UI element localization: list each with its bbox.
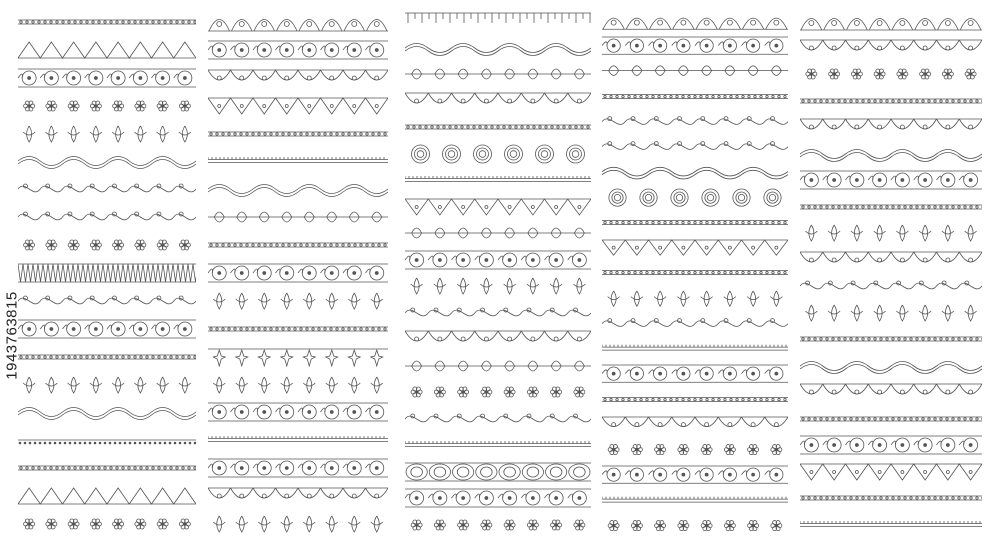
ornament-border-leaf-row (405, 356, 591, 376)
ornament-border-double-line (208, 430, 388, 450)
ornament-border-floral-band (18, 319, 196, 339)
ornament-border-lace-line (800, 91, 982, 111)
ornament-border-wave-scallop (18, 151, 196, 171)
ornament-border-floral-band (208, 263, 388, 283)
ornament-border-scallop-drop (602, 415, 788, 434)
ornament-border-floral-band (602, 364, 788, 383)
ornament-border-rosette-row (405, 515, 591, 535)
ornament-border-lace-line (18, 347, 196, 367)
ornament-border-arch-flower (208, 12, 388, 32)
ornament-border-wave-scallop (602, 162, 788, 181)
ornament-border-lace-line (800, 488, 982, 508)
ornament-border-zigzag-scallop (18, 40, 196, 60)
ornament-border-scallop-drop (208, 486, 388, 506)
ornament-border-rosette-row (602, 440, 788, 459)
border-column-2 (208, 8, 388, 538)
ornament-border-fleur-row (405, 276, 591, 296)
ornament-border-triangle-lace (602, 238, 788, 257)
border-column-3 (405, 8, 591, 538)
ornament-border-floral-band (208, 402, 388, 422)
ornament-border-fleur-row (18, 124, 196, 144)
ornament-border-double-line (208, 151, 388, 171)
ornament-border-oval-arch (405, 462, 591, 482)
ornament-border-triangle-lace (405, 197, 591, 217)
ornament-border-floral-band (602, 465, 788, 484)
ornament-border-scallop-drop (800, 117, 982, 137)
ornament-border-fleur-row (18, 375, 196, 395)
ornament-border-floral-band (18, 68, 196, 88)
ornament-border-scallop-drop (405, 329, 591, 349)
ornament-border-lace-line (800, 197, 982, 217)
border-column-5 (800, 8, 982, 538)
ornament-border-wave-scallop (18, 402, 196, 422)
ornament-border-wave-scallop (800, 356, 982, 376)
ornament-border-lace-line (602, 213, 788, 232)
ornament-border-scallop-drop (208, 68, 388, 88)
ornament-border-lace-line (405, 117, 591, 137)
ornament-border-floral-band (405, 250, 591, 270)
ornament-border-double-line (405, 170, 591, 190)
ornament-border-floral-band (800, 170, 982, 190)
ornament-border-leaf-row (405, 64, 591, 84)
ornament-border-scallop-drop (800, 38, 982, 58)
ornament-border-leaf-vine (405, 409, 591, 429)
ornament-border-lace-line (800, 409, 982, 429)
ornament-border-rosette-row (602, 516, 788, 535)
ornament-border-fleur-row (208, 375, 388, 395)
ornament-border-triangle-lace (800, 462, 982, 482)
ornament-border-lace-line (208, 319, 388, 339)
ornament-border-leaf-row (208, 207, 388, 227)
ornament-border-floral-band (208, 40, 388, 60)
ornament-border-wave-scallop (405, 38, 591, 58)
ornament-border-arch-peak (800, 11, 982, 31)
ornament-border-rosette-row (405, 382, 591, 402)
ornament-border-double-line (602, 491, 788, 510)
ornament-border-lace-line (602, 263, 788, 282)
ornament-border-scroll-vine (800, 276, 982, 296)
ornament-border-lace-line (18, 12, 196, 32)
ornament-border-leaf-row (602, 61, 788, 80)
ornament-border-ribbon-scroll (602, 112, 788, 131)
ornament-border-zigzag-scallop (18, 486, 196, 506)
ornament-border-rosette-row (18, 96, 196, 116)
ornament-border-scroll-vine (405, 303, 591, 323)
ornament-border-wave-scallop (208, 179, 388, 199)
ornament-border-scroll-vine (18, 291, 196, 311)
ornament-border-fringe-line (405, 11, 591, 31)
ornament-border-fleur-row (208, 291, 388, 311)
ornament-border-floral-band (800, 435, 982, 455)
ornament-border-dangle-flower (208, 514, 388, 534)
ornament-border-floral-band (602, 36, 788, 55)
border-column-4 (602, 8, 788, 538)
ornament-border-rosette-row (800, 64, 982, 84)
watermark-text: 1943763815 (3, 290, 21, 380)
ornament-border-dot-line (18, 430, 196, 450)
ornament-border-star-lace (208, 347, 388, 367)
ornament-border-wave-scallop (800, 144, 982, 164)
ornament-border-scroll-vine (602, 314, 788, 333)
ornament-border-lace-line (18, 458, 196, 478)
ornament-border-fleur-row (800, 223, 982, 243)
ornament-border-double-line (405, 435, 591, 455)
ornament-border-lace-line (208, 235, 388, 255)
ornament-border-arch-peak (602, 11, 788, 30)
ornament-border-scallop-drop (800, 382, 982, 402)
ornament-border-lace-line (208, 124, 388, 144)
ornament-border-fleur-row (800, 303, 982, 323)
ornament-border-ring-medallion (602, 188, 788, 207)
ornament-border-triangle-lace (208, 96, 388, 116)
ornament-border-ring-medallion (405, 144, 591, 164)
ornament-border-scroll-vine (18, 179, 196, 199)
ornament-border-lace-line (800, 329, 982, 349)
ornament-border-scroll-vine (602, 137, 788, 156)
ornament-border-floral-band (208, 458, 388, 478)
ornament-border-floral-band (405, 488, 591, 508)
ornament-border-small-flower-row (18, 235, 196, 255)
ornament-border-lace-line (602, 390, 788, 409)
ornament-border-leaf-row (405, 223, 591, 243)
ornament-border-rosette-row (18, 514, 196, 534)
ornament-border-leaf-vine (18, 207, 196, 227)
ornament-border-dense-lace (18, 263, 196, 283)
border-column-1 (18, 8, 196, 538)
ornament-border-scallop-drop (800, 250, 982, 270)
ornament-border-fleur-row (602, 289, 788, 308)
ornament-border-scallop-drop (405, 91, 591, 111)
ornament-border-double-line (602, 339, 788, 358)
ornament-border-double-line (800, 515, 982, 535)
ornament-border-lace-line (602, 87, 788, 106)
